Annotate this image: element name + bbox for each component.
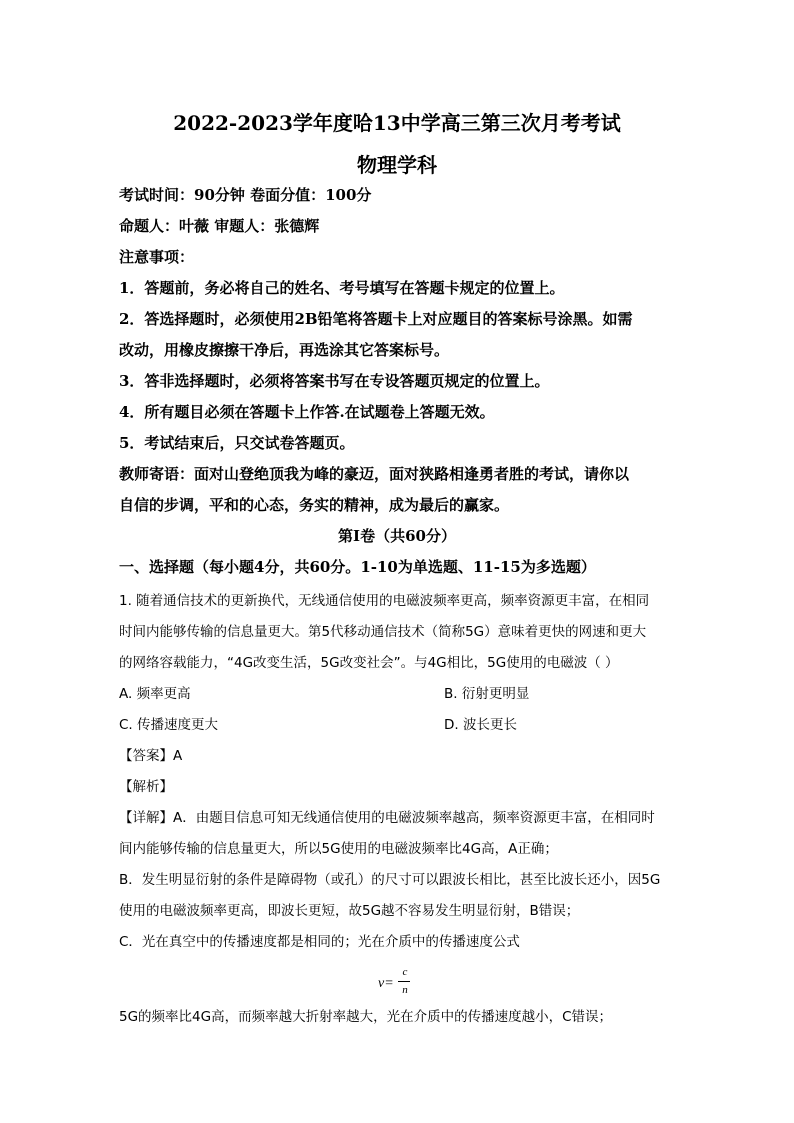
option-b: B. 衍射更明显	[444, 686, 530, 702]
exam-authors: 命题人：叶薇 审题人：张德辉	[119, 217, 320, 235]
answer-label: 【答案】A	[119, 748, 183, 764]
analysis-line: 5G的频率比4G高，而频率越大折射率越大，光在介质中的传播速度越小，C错误；	[119, 1009, 613, 1025]
notes-heading: 注意事项：	[119, 248, 195, 266]
option-c: C. 传播速度更大	[119, 717, 219, 733]
question-stem-line: 1. 随着通信技术的更新换代，无线通信使用的电磁波频率更高，频率资源更丰富，在相同	[119, 593, 650, 609]
formula-lhs: v=	[378, 976, 394, 991]
analysis-heading: 【解析】	[119, 779, 173, 795]
question-stem-line: 时间内能够传输的信息量更大。第5代移动通信技术（简称5G）意味着更快的网速和更大	[119, 624, 647, 640]
analysis-line: B．发生明显衍射的条件是障碍物（或孔）的尺寸可以跟波长相比，甚至比波长还小，因5G	[119, 872, 661, 888]
option-a: A. 频率更高	[119, 686, 191, 702]
page-title: 2022-2023学年度哈13中学高三第三次月考考试	[173, 111, 621, 135]
page-subtitle: 物理学科	[357, 153, 437, 177]
analysis-line: C．光在真空中的传播速度都是相同的；光在介质中的传播速度公式	[119, 934, 520, 950]
note-item: 1．答题前，务必将自己的姓名、考号填写在答题卡规定的位置上。	[119, 279, 565, 297]
question-stem-line: 的网络容载能力，“4G改变生活，5G改变社会”。与4G相比，5G使用的电磁波（ ）	[119, 655, 619, 671]
analysis-line: 【详解】A．由题目信息可知无线通信使用的电磁波频率越高，频率资源更丰富，在相同时	[119, 810, 655, 826]
option-d: D. 波长更长	[444, 717, 517, 733]
note-item: 5．考试结束后，只交试卷答题页。	[119, 434, 355, 452]
note-item: 3．答非选择题时，必须将答案书写在专设答题页规定的位置上。	[119, 372, 550, 390]
fraction-bar	[398, 981, 410, 982]
note-item: 2．答选择题时，必须使用2B铅笔将答题卡上对应题目的答案标号涂黑。如需	[119, 310, 633, 328]
section-heading: 一、选择题（每小题4分，共60分。1-10为单选题、11-15为多选题）	[119, 558, 596, 576]
teacher-message-line: 自信的步调，平和的心态，务实的精神，成为最后的赢家。	[119, 496, 510, 514]
formula-numerator: c	[402, 966, 408, 978]
note-item: 4．所有题目必须在答题卡上作答.在试题卷上答题无效。	[119, 403, 495, 421]
note-item: 改动，用橡皮擦擦干净后，再选涂其它答案标号。	[119, 341, 450, 359]
analysis-line: 使用的电磁波频率更高，即波长更短，故5G越不容易发生明显衍射，B错误；	[119, 903, 580, 919]
speed-formula	[378, 964, 438, 1004]
exam-time-score: 考试时间：90分钟 卷面分值：100分	[119, 186, 372, 204]
analysis-line: 间内能够传输的信息量更大，所以5G使用的电磁波频率比4G高，A正确；	[119, 841, 558, 857]
part-title: 第I卷（共60分）	[338, 527, 456, 545]
teacher-message-line: 教师寄语：面对山登绝顶我为峰的豪迈，面对狭路相逢勇者胜的考试，请你以	[119, 465, 630, 483]
formula-denominator: n	[402, 984, 408, 996]
